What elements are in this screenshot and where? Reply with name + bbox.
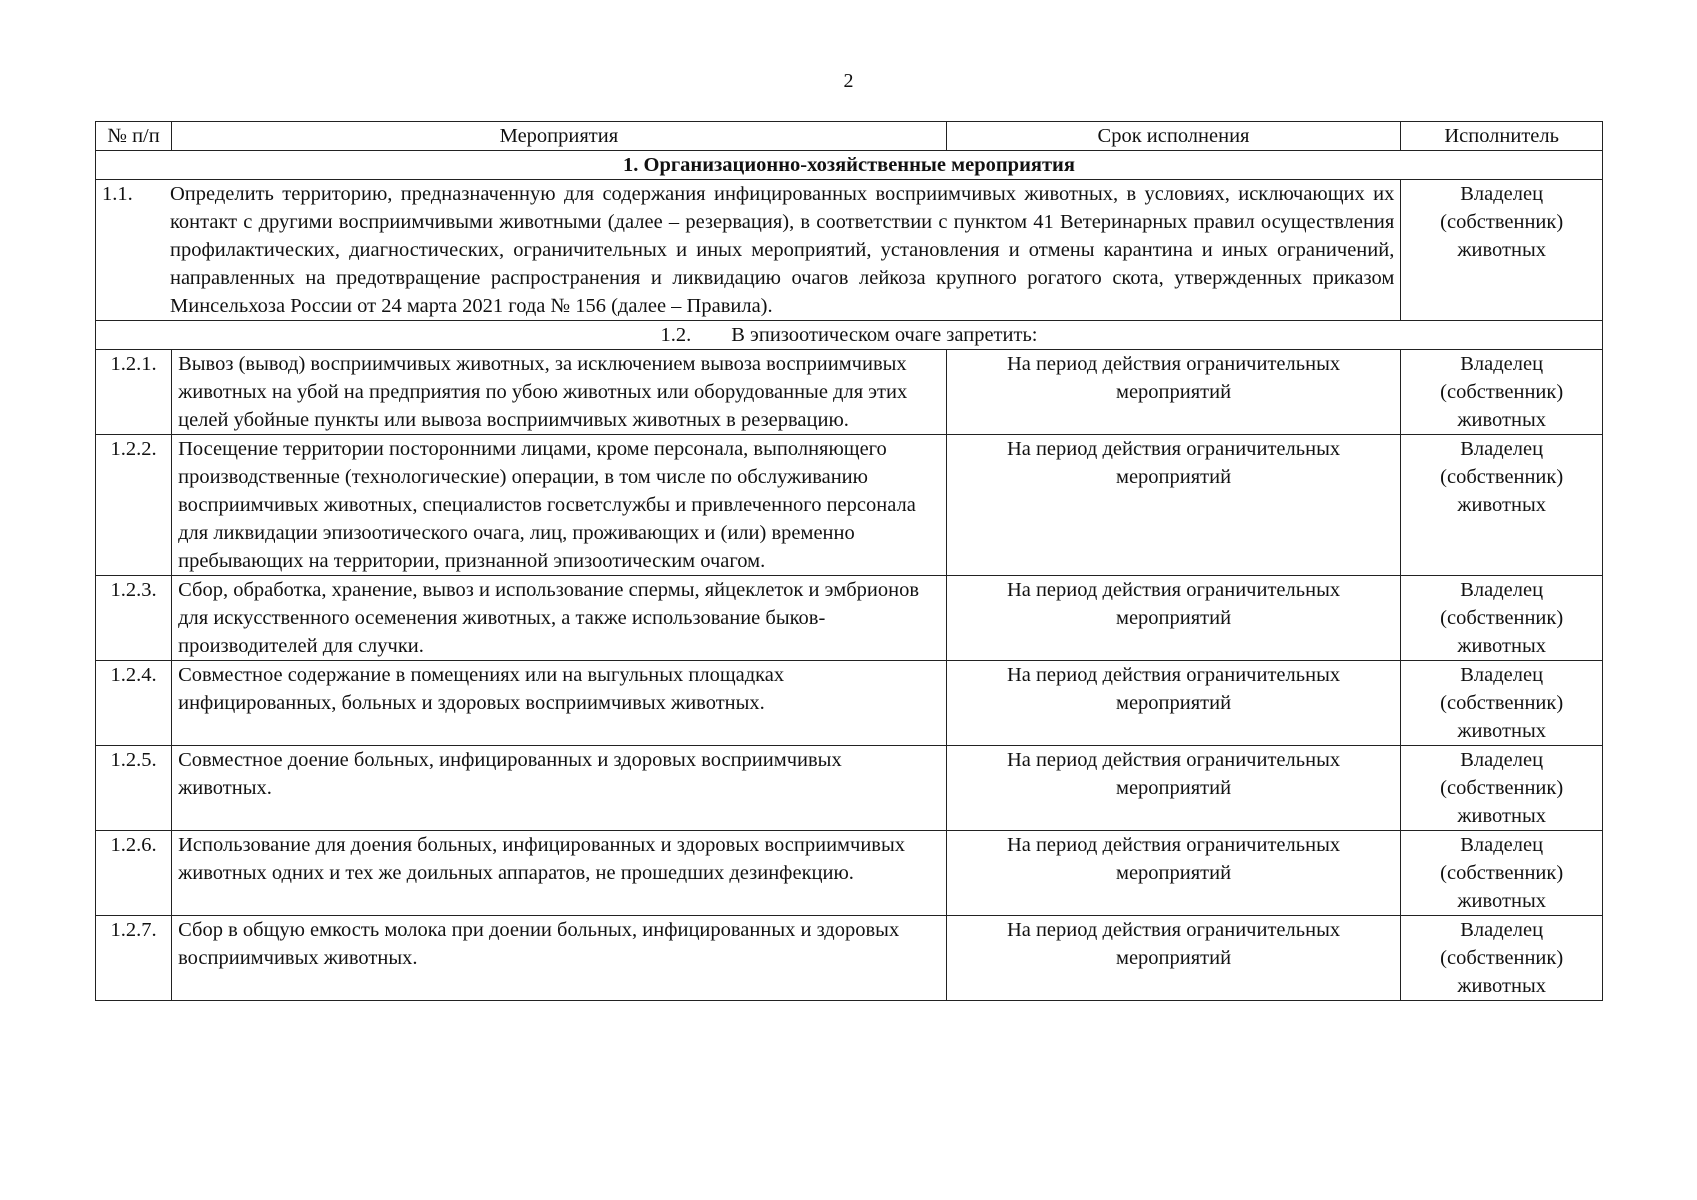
section-title: 1. Организационно-хозяйственные мероприятия xyxy=(96,151,1603,180)
table-row xyxy=(96,916,1603,1001)
row-activity-text: Использование для доения больных, инфицированных и здоровых восприимчивых животных одних и тех же доильных аппаратов, не прошедших дезинфекцию. xyxy=(172,831,947,916)
section-title-row xyxy=(96,151,1603,180)
row-activity-text: Вывоз (вывод) восприимчивых животных, за исключением вывоза восприимчивых животных на убой на предприятия по убою животных или оборудованные для этих целей убойные пункты или вывоза восприимчивых животных в резервацию. xyxy=(172,350,947,435)
row-number: 1.1. xyxy=(102,183,133,205)
measures-table xyxy=(95,121,1603,1001)
row-executor: Владелец (собственник) животных xyxy=(1401,916,1603,1001)
table-row xyxy=(96,576,1603,661)
row-number: 1.2.4. xyxy=(96,661,172,746)
subsection-title xyxy=(96,321,1603,350)
row-executor: Владелец (собственник) животных xyxy=(1401,746,1603,831)
row-executor: Владелец (собственник) животных xyxy=(1401,350,1603,435)
header-activity: Мероприятия xyxy=(172,122,947,151)
row-term: На период действия ограничительных мероприятий xyxy=(946,435,1401,576)
row-number: 1.2.2. xyxy=(96,435,172,576)
page-number: 2 xyxy=(843,70,854,92)
row-executor: Владелец (собственник) животных xyxy=(1401,180,1603,321)
row-number: 1.2.5. xyxy=(96,746,172,831)
row-activity-text: Посещение территории посторонними лицами, кроме персонала, выполняющего производственные (технологические) операции, в том числе по обслуживанию восприимчивых животных, специалистов госветслужбы и привлеченного персонала для ликвидации эпизоотического очага, лиц, проживающих и (или) временно пребывающих на территории, признанной эпизоотическим очагом. xyxy=(172,435,947,576)
subsection-text: В эпизоотическом очаге запретить: xyxy=(731,324,1038,346)
row-number: 1.2.1. xyxy=(96,350,172,435)
row-executor: Владелец (собственник) животных xyxy=(1401,576,1603,661)
row-number: 1.2.6. xyxy=(96,831,172,916)
header-num: № п/п xyxy=(96,122,172,151)
header-term: Срок исполнения xyxy=(946,122,1401,151)
header-executor: Исполнитель xyxy=(1401,122,1603,151)
row-executor: Владелец (собственник) животных xyxy=(1401,831,1603,916)
row-term: На период действия ограничительных мероприятий xyxy=(946,831,1401,916)
table-row xyxy=(96,350,1603,435)
row-activity-text: Сбор, обработка, хранение, вывоз и использование спермы, яйцеклеток и эмбрионов для искусственного осеменения животных, а также использование быков-производителей для случки. xyxy=(172,576,947,661)
table-row xyxy=(96,661,1603,746)
row-activity-text: Сбор в общую емкость молока при доении больных, инфицированных и здоровых восприимчивых животных. xyxy=(172,916,947,1001)
table-header-row xyxy=(96,122,1603,151)
row-term: На период действия ограничительных мероприятий xyxy=(946,350,1401,435)
item-1-1-cell xyxy=(96,180,1401,321)
row-activity-text: Совместное содержание в помещениях или на выгульных площадках инфицированных, больных и здоровых восприимчивых животных. xyxy=(172,661,947,746)
row-term: На период действия ограничительных мероприятий xyxy=(946,576,1401,661)
row-number: 1.2.3. xyxy=(96,576,172,661)
row-activity-text: Совместное доение больных, инфицированных и здоровых восприимчивых животных. xyxy=(172,746,947,831)
table-row xyxy=(96,831,1603,916)
subsection-number: 1.2. xyxy=(660,324,692,346)
row-term: На период действия ограничительных мероприятий xyxy=(946,661,1401,746)
table-row xyxy=(96,746,1603,831)
row-executor: Владелец (собственник) животных xyxy=(1401,435,1603,576)
row-term: На период действия ограничительных мероприятий xyxy=(946,746,1401,831)
row-number: 1.2.7. xyxy=(96,916,172,1001)
subsection-row xyxy=(96,321,1603,350)
row-executor: Владелец (собственник) животных xyxy=(1401,661,1603,746)
table-row xyxy=(96,435,1603,576)
row-term: На период действия ограничительных мероприятий xyxy=(946,916,1401,1001)
table-row xyxy=(96,180,1603,321)
row-activity-text: Определить территорию, предназначенную для содержания инфицированных восприимчивых животных, в условиях, исключающих их контакт с другими восприимчивыми животными (далее – резервация), в соответствии с пунктом 41 Ветеринарных правил осуществления профилактических, диагностических, ограничительных и иных мероприятий, установления и отмены карантина и иных ограничений, направленных на предотвращение распространения и ликвидацию очагов лейкоза крупного рогатого скота, утвержденных приказом Минсельхоза России от 24 марта 2021 года № 156 (далее – Правила). xyxy=(170,183,1395,317)
